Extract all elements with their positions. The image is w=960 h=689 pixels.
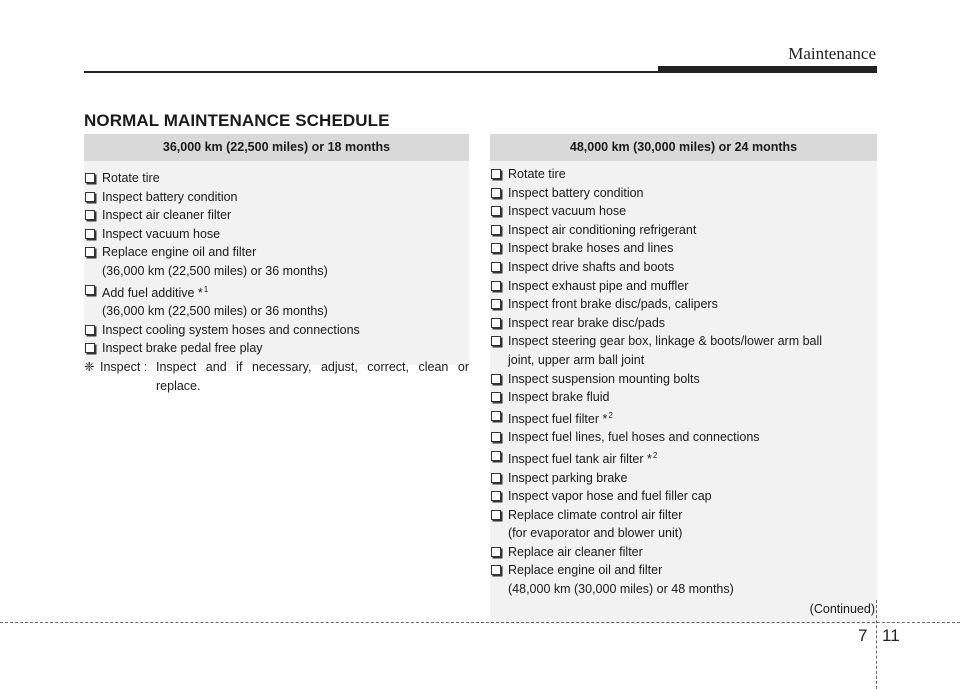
checkbox-icon xyxy=(85,325,95,335)
checkbox-icon xyxy=(491,473,501,483)
checklist xyxy=(490,161,877,624)
checklist-item xyxy=(84,188,469,207)
item-text: Add fuel additive * xyxy=(102,285,203,300)
checklist-item xyxy=(84,281,469,303)
item-text: Inspect drive shafts and boots xyxy=(508,259,675,274)
checklist-item xyxy=(490,184,877,203)
checklist-item xyxy=(490,314,877,333)
checklist xyxy=(84,161,469,365)
item-text: Inspect brake hoses and lines xyxy=(508,241,674,256)
checkbox-icon xyxy=(85,343,95,353)
checkbox-icon xyxy=(491,547,501,557)
item-text: Inspect front brake disc/pads, calipers xyxy=(508,297,718,312)
checkbox-icon xyxy=(491,510,501,520)
checkbox-icon xyxy=(491,262,501,272)
schedule-column-48000 xyxy=(490,134,877,624)
item-detail: (for evaporator and blower unit) xyxy=(508,526,683,541)
checklist-item xyxy=(84,206,469,225)
item-detail: (36,000 km (22,500 miles) or 36 months) xyxy=(102,263,328,278)
item-text: Inspect fuel filter * xyxy=(508,411,608,426)
item-text: Replace air cleaner filter xyxy=(508,544,643,559)
checklist-item xyxy=(84,321,469,340)
note-marker-icon: ❈ xyxy=(84,360,95,374)
column-heading: 48,000 km (30,000 miles) or 24 months xyxy=(490,134,877,161)
item-text: Rotate tire xyxy=(102,171,160,185)
item-text: Replace engine oil and filter xyxy=(508,563,663,578)
continued-label: (Continued) xyxy=(809,601,875,616)
checklist-item xyxy=(490,221,877,240)
checklist-item xyxy=(490,447,877,469)
item-text: Inspect air cleaner filter xyxy=(102,208,232,223)
item-text: Inspect vacuum hose xyxy=(508,204,627,219)
checkbox-icon xyxy=(491,243,501,253)
checklist-item xyxy=(490,543,877,562)
item-text: Inspect fuel tank air filter * xyxy=(508,451,652,466)
note-text: Inspect and if necessary, adjust, correct, clean or replace. xyxy=(156,360,469,393)
item-text: Inspect rear brake disc/pads xyxy=(508,315,666,330)
schedule-column-36000 xyxy=(84,134,469,365)
item-text: Inspect air conditioning refrigerant xyxy=(508,222,697,237)
item-text: Inspect brake fluid xyxy=(508,390,610,405)
checkbox-icon xyxy=(491,281,501,291)
checkbox-icon xyxy=(491,225,501,235)
checkbox-icon xyxy=(85,192,95,202)
checklist-item xyxy=(490,202,877,221)
section-header: Maintenance xyxy=(788,44,876,63)
checklist-item xyxy=(490,295,877,314)
checkbox-icon xyxy=(491,565,501,575)
header-rule-bar xyxy=(658,66,877,73)
page-number: 11 xyxy=(882,626,900,645)
checklist-item xyxy=(490,239,877,258)
checkbox-icon xyxy=(491,336,501,346)
footnote-ref: 1 xyxy=(203,284,209,294)
checklist-item xyxy=(84,225,469,244)
column-heading: 36,000 km (22,500 miles) or 18 months xyxy=(84,134,469,161)
checklist-item xyxy=(490,561,877,580)
checklist-item xyxy=(84,243,469,262)
checkbox-icon xyxy=(491,169,501,179)
checkbox-icon xyxy=(85,229,95,239)
checklist-item xyxy=(490,487,877,506)
footnote-ref: 2 xyxy=(652,450,658,460)
checkbox-icon xyxy=(85,173,95,183)
checklist-item xyxy=(84,339,469,358)
item-text: Replace climate control air filter xyxy=(508,507,683,522)
checkbox-icon xyxy=(491,432,501,442)
item-text: Inspect vapor hose and fuel filler cap xyxy=(508,489,712,504)
item-text: Inspect exhaust pipe and muffler xyxy=(508,278,689,293)
item-detail: joint, upper arm ball joint xyxy=(508,352,645,367)
item-text: Inspect battery condition xyxy=(102,189,238,204)
item-text: Inspect steering gear box, linkage & boots/lower arm ball xyxy=(508,334,823,349)
item-text: Inspect parking brake xyxy=(508,470,628,485)
checkbox-icon xyxy=(85,210,95,220)
item-text: Inspect cooling system hoses and connections xyxy=(102,322,360,337)
checklist-item xyxy=(490,277,877,296)
note-term: Inspect : xyxy=(100,360,148,374)
chapter-number: 7 xyxy=(858,626,868,645)
checklist-item xyxy=(490,165,877,184)
header-rule xyxy=(84,71,660,73)
item-text: Inspect suspension mounting bolts xyxy=(508,371,700,386)
item-detail: (36,000 km (22,500 miles) or 36 months) xyxy=(102,304,328,319)
checklist-item xyxy=(490,469,877,488)
checklist-item xyxy=(490,332,877,351)
checklist-item xyxy=(490,388,877,407)
checkbox-icon xyxy=(85,247,95,257)
checklist-item xyxy=(490,407,877,429)
footer-rule xyxy=(0,622,960,623)
checklist-item xyxy=(490,506,877,525)
item-text: Inspect fuel lines, fuel hoses and connections xyxy=(508,430,760,445)
checkbox-icon xyxy=(491,299,501,309)
checkbox-icon xyxy=(491,392,501,402)
item-text: Rotate tire xyxy=(508,167,566,181)
page-title: NORMAL MAINTENANCE SCHEDULE xyxy=(84,111,390,130)
checkbox-icon xyxy=(491,374,501,384)
checkbox-icon xyxy=(491,318,501,328)
inspect-note xyxy=(84,358,469,395)
checklist-item xyxy=(490,370,877,389)
checklist-item xyxy=(84,169,469,188)
checkbox-icon xyxy=(491,491,501,501)
checkbox-icon xyxy=(491,411,501,421)
checkbox-icon xyxy=(491,451,501,461)
item-text: Replace engine oil and filter xyxy=(102,245,257,260)
item-text: Inspect battery condition xyxy=(508,185,644,200)
footer-divider xyxy=(876,600,877,689)
checkbox-icon xyxy=(85,285,95,295)
checkbox-icon xyxy=(491,188,501,198)
footnote-ref: 2 xyxy=(608,410,613,420)
checklist-item xyxy=(490,428,877,447)
item-detail: (48,000 km (30,000 miles) or 48 months) xyxy=(508,582,734,597)
checklist-item xyxy=(490,258,877,277)
item-text: Inspect brake pedal free play xyxy=(102,341,263,356)
checkbox-icon xyxy=(491,206,501,216)
item-text: Inspect vacuum hose xyxy=(102,226,221,241)
